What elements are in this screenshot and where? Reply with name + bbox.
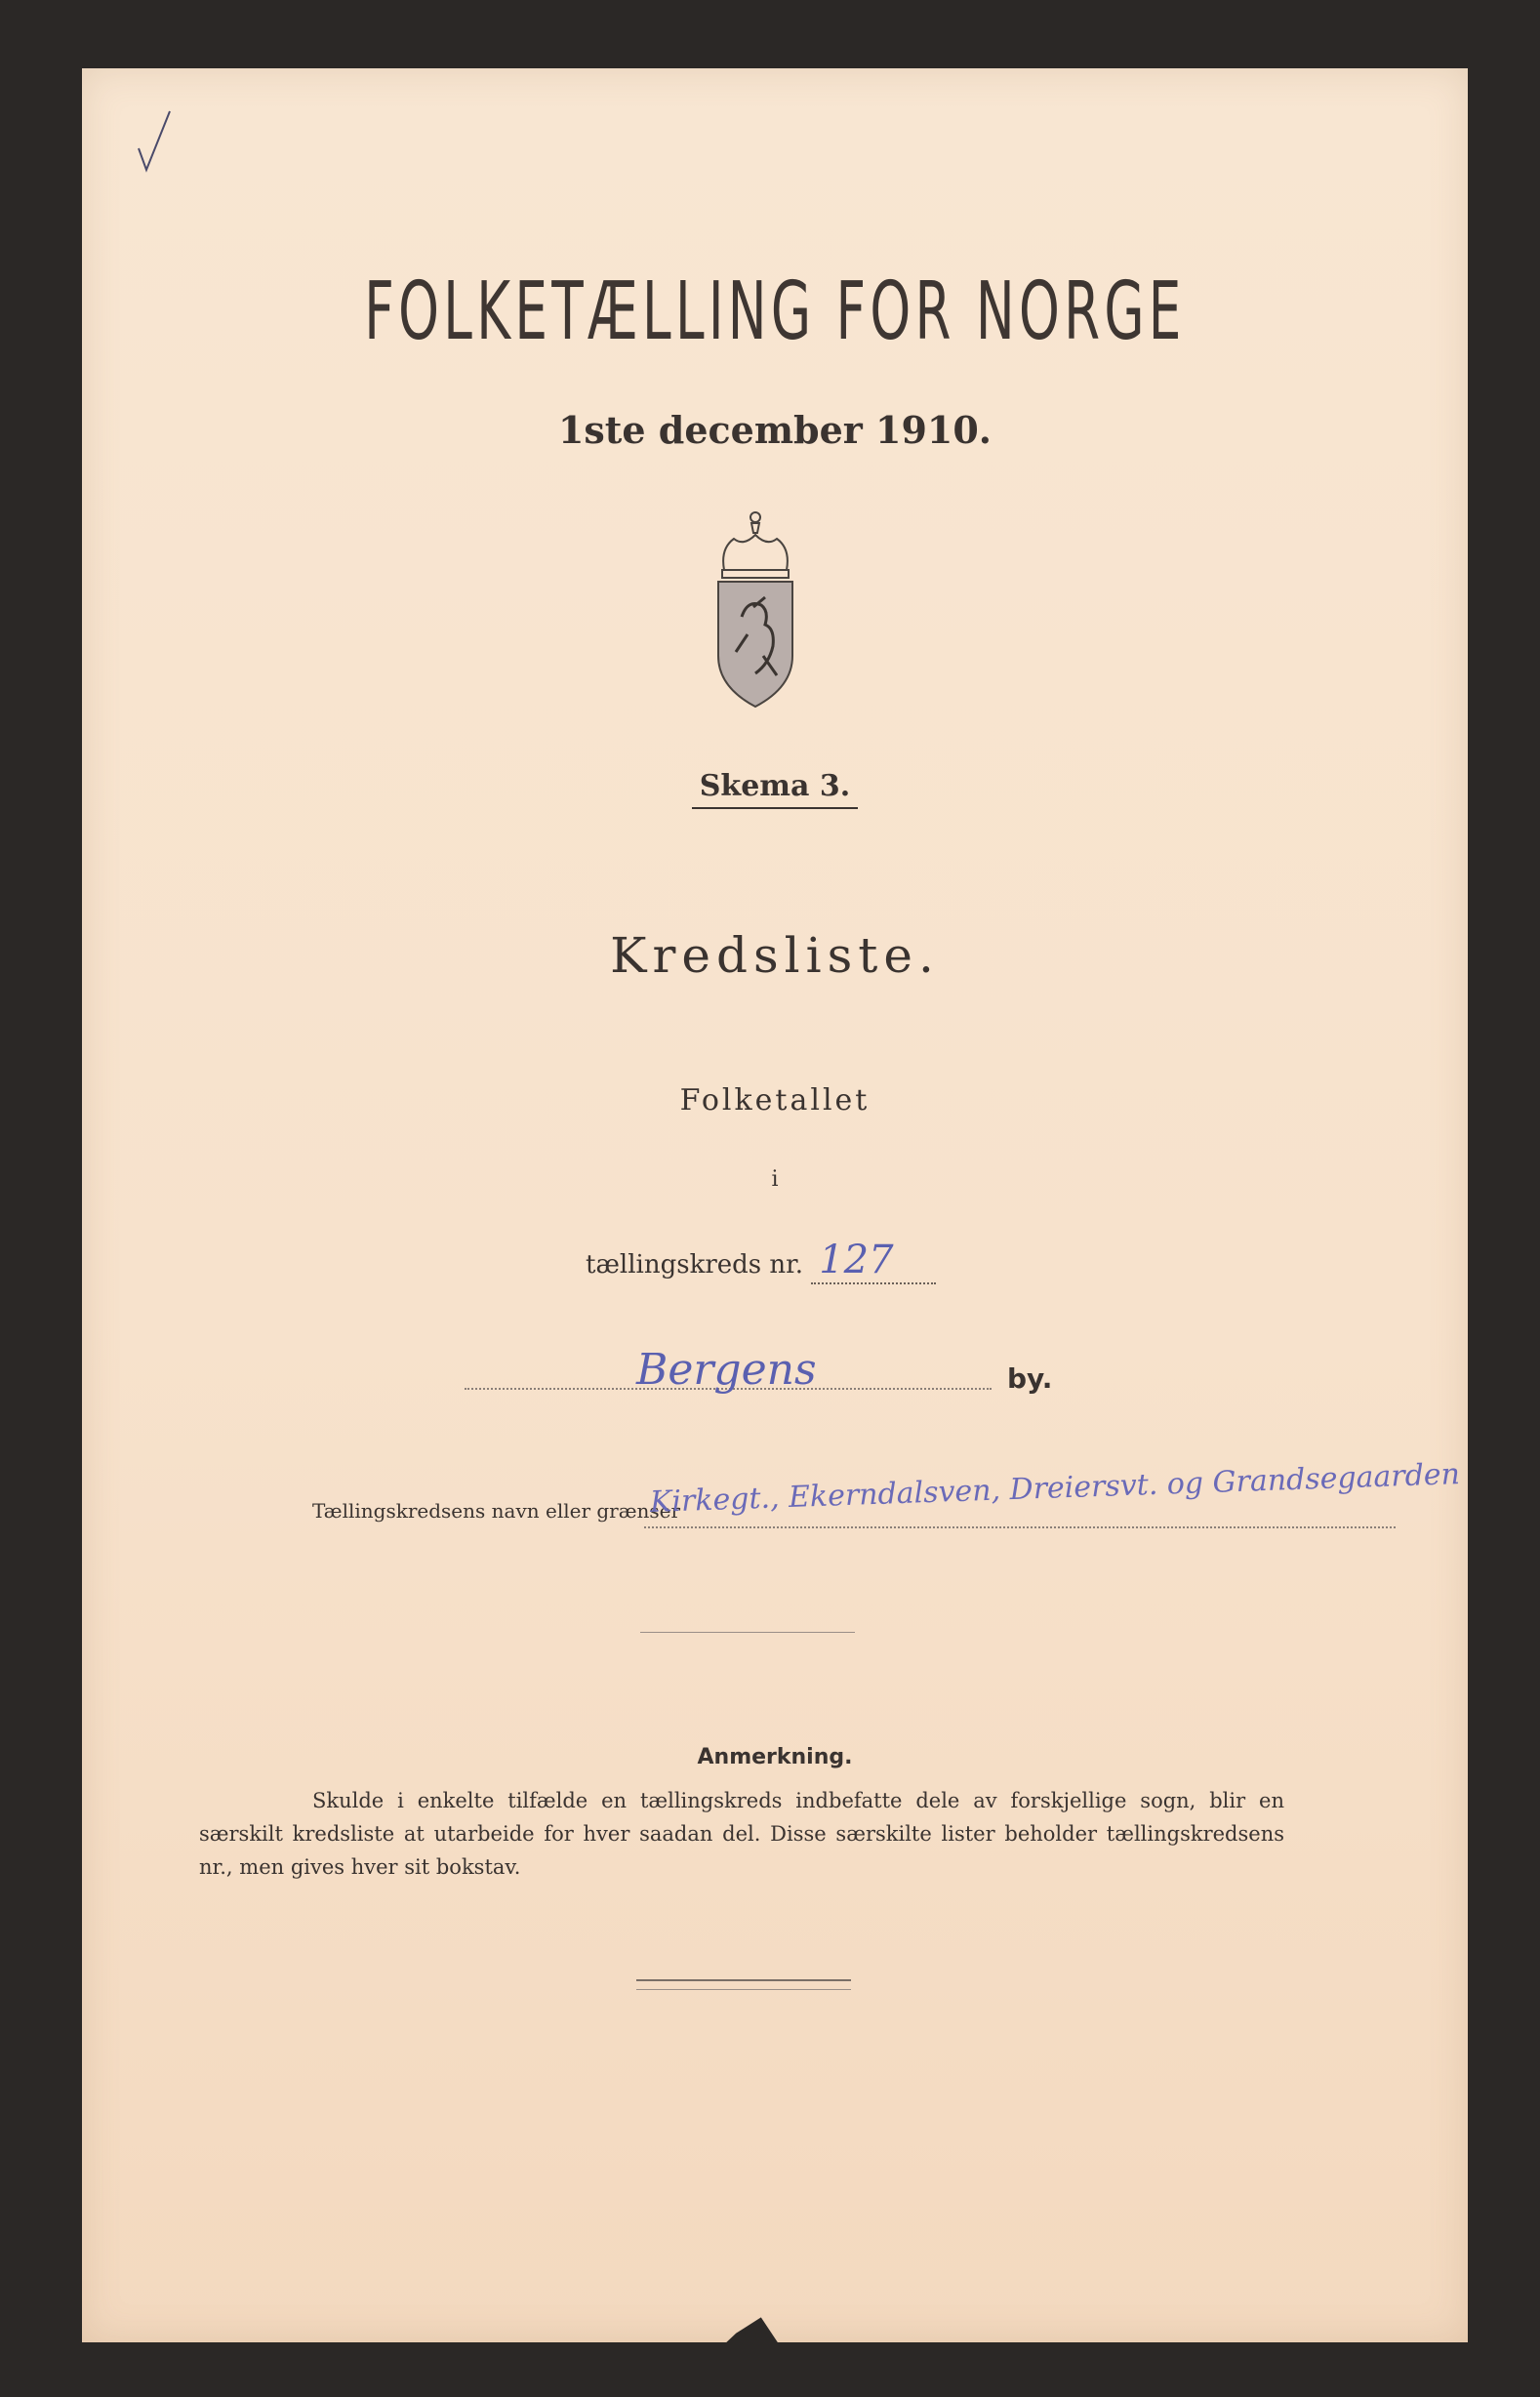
double-divider: [636, 1979, 851, 1990]
district-number-line: [586, 1238, 936, 1284]
census-date: 1ste december 1910.: [557, 408, 993, 452]
page-title: FOLKETÆLLING FOR NORGE: [364, 265, 1186, 358]
checkmark-icon: [135, 107, 174, 176]
district-number-field[interactable]: 127: [811, 1238, 936, 1284]
schema-text: Skema 3.: [692, 769, 858, 809]
schema-label: [82, 769, 1468, 809]
district-names-field[interactable]: Kirkegt., Ekerndalsven, Dreiersvt. og Grandsegaarden: [649, 1457, 1461, 1520]
remark-text: Skulde i enkelte tilfælde en tællingskreds indbefatte dele av forskjellige sogn, blir en særskilt kredsliste at utarbeide for hver saadan del. Disse særskilte lister beholder tællingskredsens nr., men gives hver sit bokstav.: [199, 1789, 1284, 1879]
city-field[interactable]: Bergens: [636, 1345, 817, 1395]
city-suffix: by.: [1007, 1362, 1053, 1395]
district-number-label: tællingskreds nr.: [586, 1250, 803, 1280]
district-names-dotted-line: [644, 1526, 1396, 1528]
norwegian-lion-crest-icon: [697, 509, 814, 710]
remark-heading: Anmerkning.: [697, 1745, 853, 1769]
district-names-label: Tællingskredsens navn eller grænser: [312, 1499, 681, 1523]
preposition-text: i: [771, 1167, 779, 1192]
form-heading: Kredsliste.: [610, 927, 940, 984]
district-names-line: [312, 1457, 1461, 1544]
city-line: [465, 1345, 1053, 1403]
divider: [640, 1632, 855, 1633]
form-subtitle: Folketallet: [679, 1083, 871, 1117]
